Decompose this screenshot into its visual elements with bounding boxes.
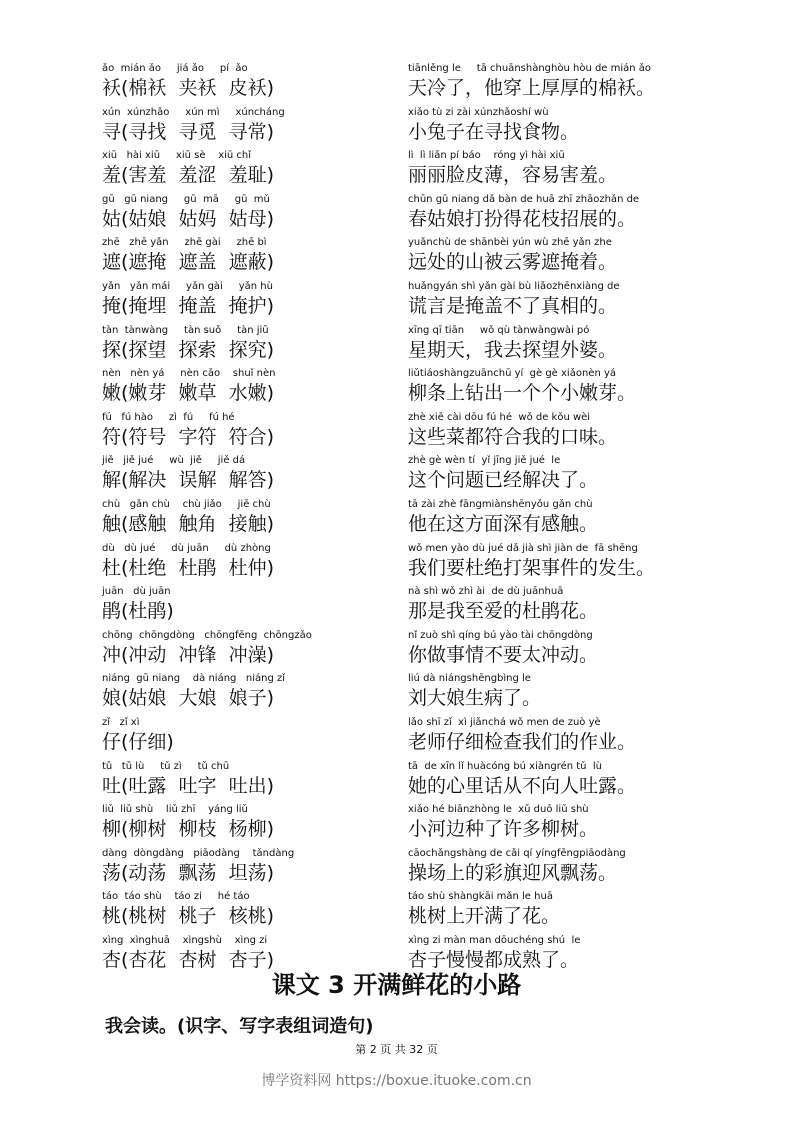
word-group (102, 542, 402, 581)
sentence-pinyin: chūn gū niang dǎ bàn de huā zhī zhāozhǎn de (408, 193, 640, 205)
vocabulary-table (0, 62, 793, 977)
sentence-pinyin: tā zài zhè fāngmiànshēnyǒu gǎn chù (408, 498, 593, 510)
sentence-pinyin: zhè xiē cài dōu fú hé wǒ de kǒu wèi (408, 411, 591, 423)
sentence-characters: 远处的山被云雾遮掩着。 (408, 251, 618, 274)
word-characters: 荡(动荡 飘荡 坦荡) (102, 861, 274, 884)
vocab-row (0, 716, 793, 760)
word-characters: 柳(柳树 柳枝 杨柳) (102, 818, 274, 841)
vocab-row (0, 411, 793, 455)
example-sentence (408, 454, 788, 493)
word-characters: 鹃(杜鹃) (102, 600, 174, 623)
vocab-row (0, 106, 793, 150)
sentence-characters: 这个问题已经解决了。 (408, 469, 599, 492)
word-pinyin: nèn nèn yá nèn cǎo shuǐ nèn (102, 368, 276, 380)
word-group (102, 149, 402, 188)
word-characters: 仔(仔细) (102, 730, 174, 753)
example-sentence (408, 411, 788, 450)
sentence-pinyin: yuǎnchù de shānbèi yún wù zhē yǎn zhe (408, 237, 612, 249)
word-characters: 羞(害羞 羞涩 羞耻) (102, 164, 274, 187)
sentence-pinyin: tiānlěng le tā chuānshànghòu hòu de mián ǎo (408, 63, 652, 74)
page-number: 第 2 页 共 32 页 (355, 1043, 438, 1056)
word-group (102, 629, 402, 668)
sentence-characters: 老师仔细检查我们的作业。 (408, 730, 637, 753)
sentence-pinyin: wǒ men yào dù jué dǎ jià shì jiàn de fā shēng (408, 542, 638, 554)
sentence-pinyin: lì lì liǎn pí báo róng yì hài xiū (408, 150, 565, 162)
word-group (102, 890, 402, 929)
word-pinyin: gū gū niang gū mā gū mǔ (102, 193, 270, 205)
sentence-pinyin: liú dà niángshēngbìng le (408, 673, 531, 685)
vocab-row (0, 585, 793, 629)
example-sentence (408, 629, 788, 668)
vocab-row (0, 454, 793, 498)
word-group (102, 498, 402, 537)
example-sentence (408, 890, 788, 929)
word-pinyin: yǎn yǎn mái yǎn gài yǎn hù (102, 280, 273, 292)
example-sentence (408, 106, 788, 145)
vocab-row (0, 236, 793, 280)
sentence-characters: 杏子慢慢都成熟了。 (408, 948, 580, 971)
section-heading: 我会读。(识字、写字表组词造句) (105, 1016, 374, 1037)
word-characters: 遮(遮掩 遮盖 遮蔽) (102, 251, 274, 274)
word-group (102, 236, 402, 275)
sentence-characters: 刘大娘生病了。 (408, 687, 542, 710)
sentence-characters: 星期天，我去探望外婆。 (408, 338, 618, 361)
sentence-pinyin: xiǎo hé biānzhòng le xǔ duō liǔ shù (408, 804, 589, 816)
word-group (102, 585, 402, 624)
word-pinyin: tàn tànwàng tàn suǒ tàn jiū (102, 324, 269, 336)
sentence-characters: 你做事情不要太冲动。 (408, 643, 599, 666)
word-group (102, 411, 402, 450)
word-pinyin: fú fú hào zì fú fú hé (102, 411, 235, 423)
example-sentence (408, 803, 788, 842)
word-group (102, 324, 402, 363)
word-pinyin: xìng xìnghuā xìngshù xìng zi (102, 934, 268, 946)
example-sentence (408, 847, 788, 886)
sentence-pinyin: xìng zi màn man dōuchéng shú le (408, 934, 581, 946)
word-characters: 寻(寻找 寻觅 寻常) (102, 120, 274, 143)
sentence-characters: 他在这方面深有感触。 (408, 512, 599, 535)
word-group (102, 672, 402, 711)
sentence-characters: 柳条上钻出一个个小嫩芽。 (408, 382, 637, 405)
word-characters: 触(感触 触角 接触) (102, 512, 274, 535)
word-characters: 嫩(嫩芽 嫩草 水嫩) (102, 382, 274, 405)
vocab-row (0, 367, 793, 411)
sentence-characters: 那是我至爱的杜鹃花。 (408, 600, 599, 623)
vocab-row (0, 672, 793, 716)
word-characters: 掩(掩埋 掩盖 掩护) (102, 294, 274, 317)
word-characters: 探(探望 探索 探究) (102, 338, 274, 361)
sentence-pinyin: cāochǎngshàng de cǎi qí yíngfēngpiāodàng (408, 847, 626, 859)
vocab-row (0, 193, 793, 237)
sentence-pinyin: liǔtiáoshàngzuānchū yí gè gè xiǎonèn yá (408, 368, 617, 380)
word-characters: 杜(杜绝 杜鹃 杜仲) (102, 556, 274, 579)
example-sentence (408, 585, 788, 624)
word-pinyin: táo táo shù táo zi hé táo (102, 891, 250, 903)
word-group (102, 803, 402, 842)
word-group (102, 760, 402, 799)
example-sentence (408, 149, 788, 188)
example-sentence (408, 280, 788, 319)
vocab-row (0, 498, 793, 542)
word-pinyin: liǔ liǔ shù liǔ zhī yáng liǔ (102, 804, 248, 816)
sentence-pinyin: lǎo shī zǐ xì jiǎnchá wǒ men de zuò yè (408, 716, 601, 728)
sentence-characters: 桃树上开满了花。 (408, 905, 561, 928)
sentence-characters: 操场上的彩旗迎风飘荡。 (408, 861, 618, 884)
word-characters: 符(符号 字符 符合) (102, 425, 274, 448)
word-pinyin: chōng chōngdòng chōngfēng chōngzǎo (102, 629, 312, 641)
sentence-characters: 丽丽脸皮薄，容易害羞。 (408, 164, 618, 187)
example-sentence (408, 193, 788, 232)
word-pinyin: juān dù juān (102, 586, 171, 598)
example-sentence (408, 62, 788, 101)
word-pinyin: chù gǎn chù chù jiǎo jiē chù (102, 498, 271, 510)
word-pinyin: xiū hài xiū xiū sè xiū chǐ (102, 150, 252, 162)
sentence-pinyin: xīng qī tiān wǒ qù tànwàngwài pó (408, 324, 590, 336)
example-sentence (408, 367, 788, 406)
lesson-title: 课文 3 开满鲜花的小路 (271, 971, 522, 999)
word-group (102, 193, 402, 232)
word-characters: 解(解决 误解 解答) (102, 469, 274, 492)
example-sentence (408, 236, 788, 275)
sentence-characters: 春姑娘打扮得花枝招展的。 (408, 207, 637, 230)
vocab-row (0, 542, 793, 586)
example-sentence (408, 760, 788, 799)
sentence-pinyin: huǎngyán shì yǎn gài bù liǎozhēnxiàng de (408, 280, 620, 292)
vocab-row (0, 890, 793, 934)
example-sentence (408, 542, 788, 581)
example-sentence (408, 498, 788, 537)
sentence-characters: 小兔子在寻找食物。 (408, 120, 580, 143)
sentence-pinyin: xiǎo tù zi zài xúnzhǎoshí wù (408, 106, 549, 118)
word-characters: 袄(棉袄 夹袄 皮袄) (102, 77, 274, 99)
vocab-row (0, 629, 793, 673)
example-sentence (408, 672, 788, 711)
word-group (102, 847, 402, 886)
vocab-row (0, 760, 793, 804)
sentence-characters: 小河边种了许多柳树。 (408, 818, 599, 841)
word-group (102, 716, 402, 755)
word-characters: 吐(吐露 吐字 吐出) (102, 774, 274, 797)
sentence-characters: 天冷了，他穿上厚厚的棉袄。 (408, 77, 656, 99)
sentence-pinyin: tā de xīn lǐ huàcóng bú xiàngrén tǔ lù (408, 760, 602, 772)
word-characters: 桃(桃树 桃子 核桃) (102, 905, 274, 928)
vocab-row (0, 149, 793, 193)
word-group (102, 280, 402, 319)
word-pinyin: jiě jiě jué wù jiě jiě dá (102, 455, 246, 467)
word-group (102, 367, 402, 406)
word-pinyin: niáng gū niang dà niáng niáng zǐ (102, 673, 286, 685)
word-pinyin: dù dù jué dù juān dù zhòng (102, 542, 271, 554)
word-characters: 冲(冲动 冲锋 冲澡) (102, 643, 274, 666)
sentence-characters: 她的心里话从不向人吐露。 (408, 774, 637, 797)
word-characters: 娘(姑娘 大娘 娘子) (102, 687, 274, 710)
word-group (102, 106, 402, 145)
sentence-pinyin: zhè gè wèn tí yǐ jīng jiě jué le (408, 455, 561, 467)
word-pinyin: dàng dòngdàng piāodàng tǎndàng (102, 847, 295, 859)
sentence-characters: 谎言是掩盖不了真相的。 (408, 294, 618, 317)
vocab-row (0, 803, 793, 847)
example-sentence (408, 324, 788, 363)
sentence-pinyin: nǐ zuò shì qíng bú yào tài chōngdòng (408, 629, 593, 641)
sentence-pinyin: táo shù shàngkāi mǎn le huā (408, 891, 553, 903)
watermark: 博学资料网 https://boxue.ituoke.com.cn (261, 1073, 532, 1089)
example-sentence (408, 716, 788, 755)
word-pinyin: xún xúnzhǎo xún mì xúncháng (102, 106, 285, 118)
vocab-row (0, 324, 793, 368)
word-pinyin: zhē zhē yǎn zhē gài zhē bì (102, 237, 267, 249)
word-group (102, 62, 402, 101)
sentence-characters: 我们要杜绝打架事件的发生。 (408, 556, 656, 579)
word-characters: 姑(姑娘 姑妈 姑母) (102, 207, 274, 230)
word-characters: 杏(杏花 杏树 杏子) (102, 948, 274, 971)
word-pinyin: zǐ zǐ xì (102, 716, 140, 728)
sentence-characters: 这些菜都符合我的口味。 (408, 425, 618, 448)
word-group (102, 454, 402, 493)
word-pinyin: ǎo mián ǎo jiá ǎo pí ǎo (102, 63, 248, 74)
word-pinyin: tǔ tǔ lù tǔ zì tǔ chū (102, 760, 230, 772)
vocab-row (0, 62, 793, 106)
vocab-row (0, 280, 793, 324)
vocab-row (0, 847, 793, 891)
sentence-pinyin: nà shì wǒ zhì ài de dù juānhuā (408, 586, 564, 598)
